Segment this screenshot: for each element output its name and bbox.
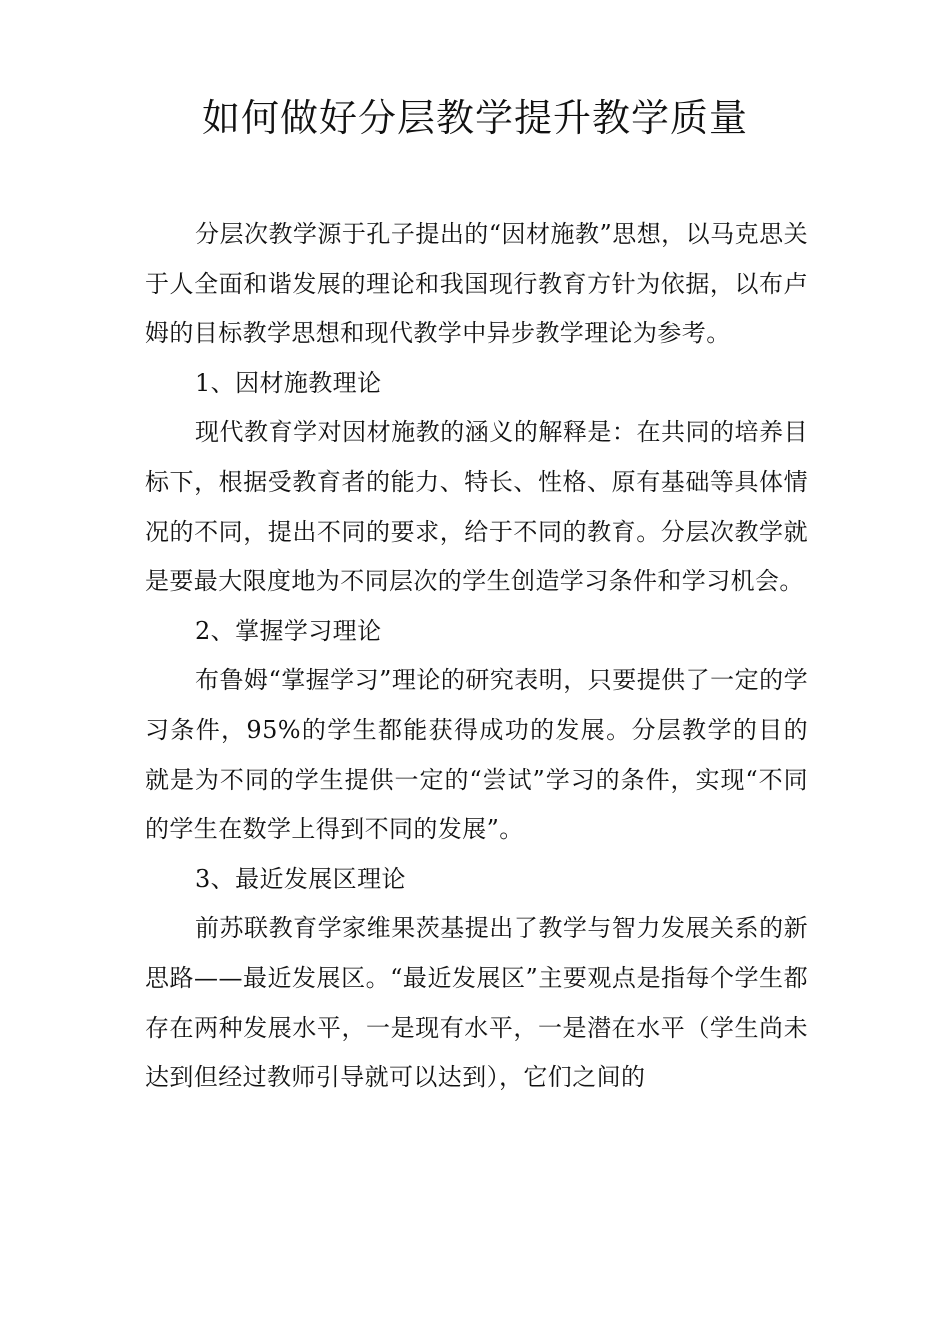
paragraph-section-2: 布鲁姆“掌握学习”理论的研究表明，只要提供了一定的学习条件，95%的学生都能获得成功的发展。分层教学的目的就是为不同的学生提供一定的“尝试”学习的条件，实现“不同的学生在数学上得到不同的发展”。 xyxy=(145,666,808,844)
section-heading-3: 3、最近发展区理论 xyxy=(195,864,406,893)
document-body xyxy=(145,210,808,1103)
paragraph-intro: 分层次教学源于孔子提出的“因材施教”思想，以马克思关于人全面和谐发展的理论和我国现行教育方针为依据，以布卢姆的目标教学思想和现代教学中异步教学理论为参考。 xyxy=(145,220,808,348)
section-heading-2: 2、掌握学习理论 xyxy=(195,616,382,645)
paragraph-section-1: 现代教育学对因材施教的涵义的解释是：在共同的培养目标下，根据受教育者的能力、特长、性格、原有基础等具体情况的不同，提出不同的要求，给于不同的教育。分层次教学就是要最大限度地为不同层次的学生创造学习条件和学习机会。 xyxy=(145,418,808,596)
document-title: 如何做好分层教学提升教学质量 xyxy=(201,96,748,140)
paragraph-section-3: 前苏联教育学家维果茨基提出了教学与智力发展关系的新思路——最近发展区。“最近发展区”主要观点是指每个学生都存在两种发展水平，一是现有水平，一是潜在水平（学生尚未达到但经过教师引导就可以达到），它们之间的 xyxy=(145,914,808,1092)
section-heading-1: 1、因材施教理论 xyxy=(195,368,382,397)
